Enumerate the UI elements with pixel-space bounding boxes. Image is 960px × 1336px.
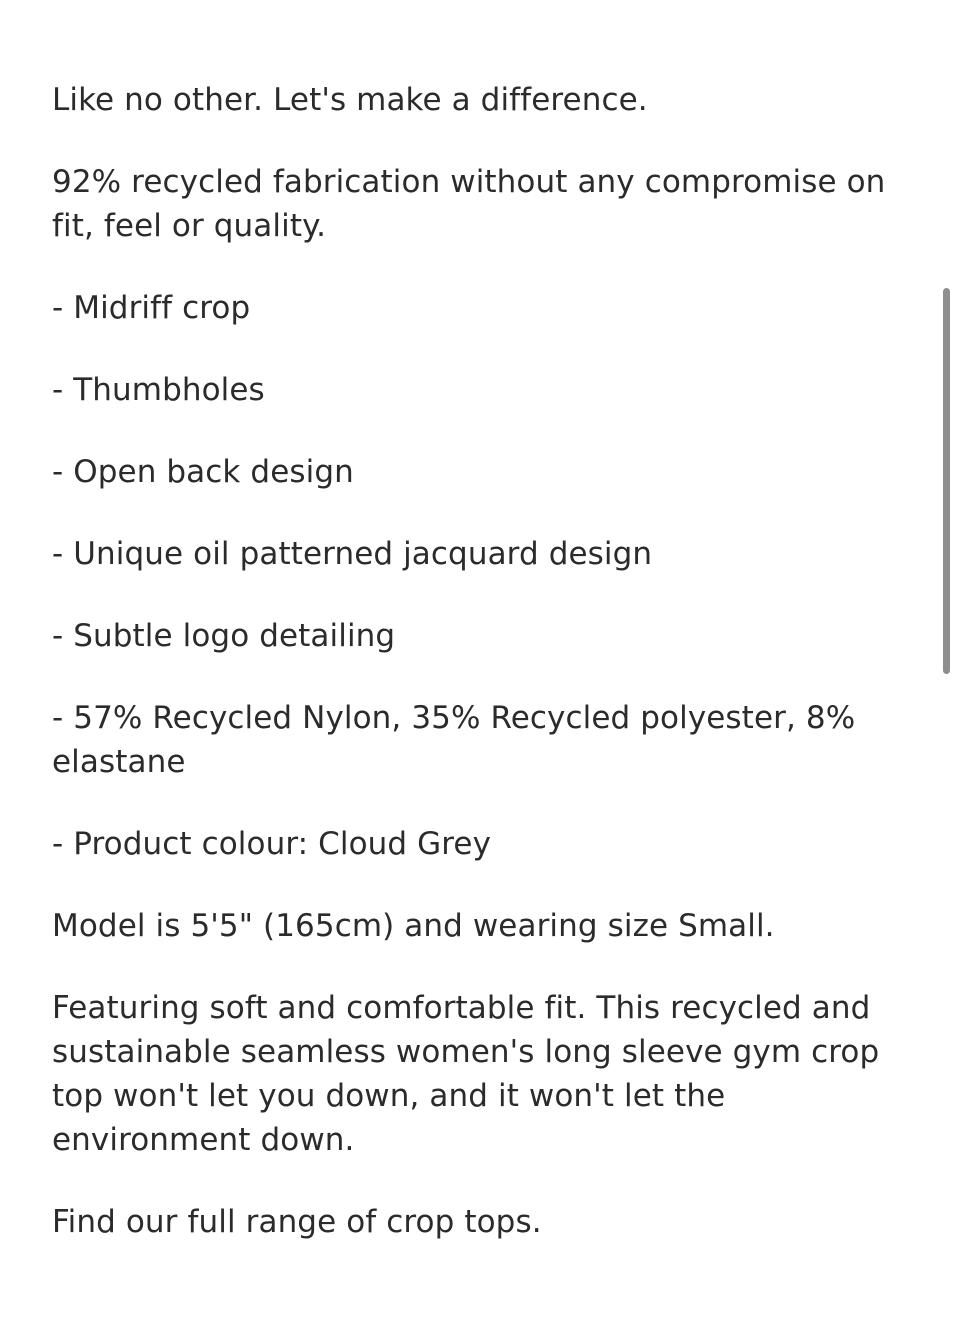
feature-thumbholes: - Thumbholes — [52, 372, 265, 408]
feature-open-back: - Open back design — [52, 454, 354, 490]
feature-material-composition: - 57% Recycled Nylon, 35% Recycled polyester, 8% elastane — [52, 700, 856, 780]
tagline: Like no other. Let's make a difference. — [52, 82, 648, 118]
feature-logo-detailing: - Subtle logo detailing — [52, 618, 396, 654]
scrollbar-thumb[interactable] — [943, 288, 950, 674]
feature-jacquard-design: - Unique oil patterned jacquard design — [52, 536, 653, 572]
product-description — [52, 78, 902, 1282]
vertical-scrollbar[interactable] — [943, 288, 951, 674]
feature-product-colour: - Product colour: Cloud Grey — [52, 826, 492, 862]
crop-tops-link-text[interactable]: Find our full range of crop tops. — [52, 1204, 542, 1240]
fit-description: Featuring soft and comfortable fit. This recycled and sustainable seamless women's long sleeve gym crop top won't let you down, and it won't let the environment down. — [52, 990, 880, 1158]
fabrication-summary: 92% recycled fabrication without any compromise on fit, feel or quality. — [52, 164, 886, 244]
model-size-info: Model is 5'5" (165cm) and wearing size Small. — [52, 908, 775, 944]
feature-midriff-crop: - Midriff crop — [52, 290, 251, 326]
